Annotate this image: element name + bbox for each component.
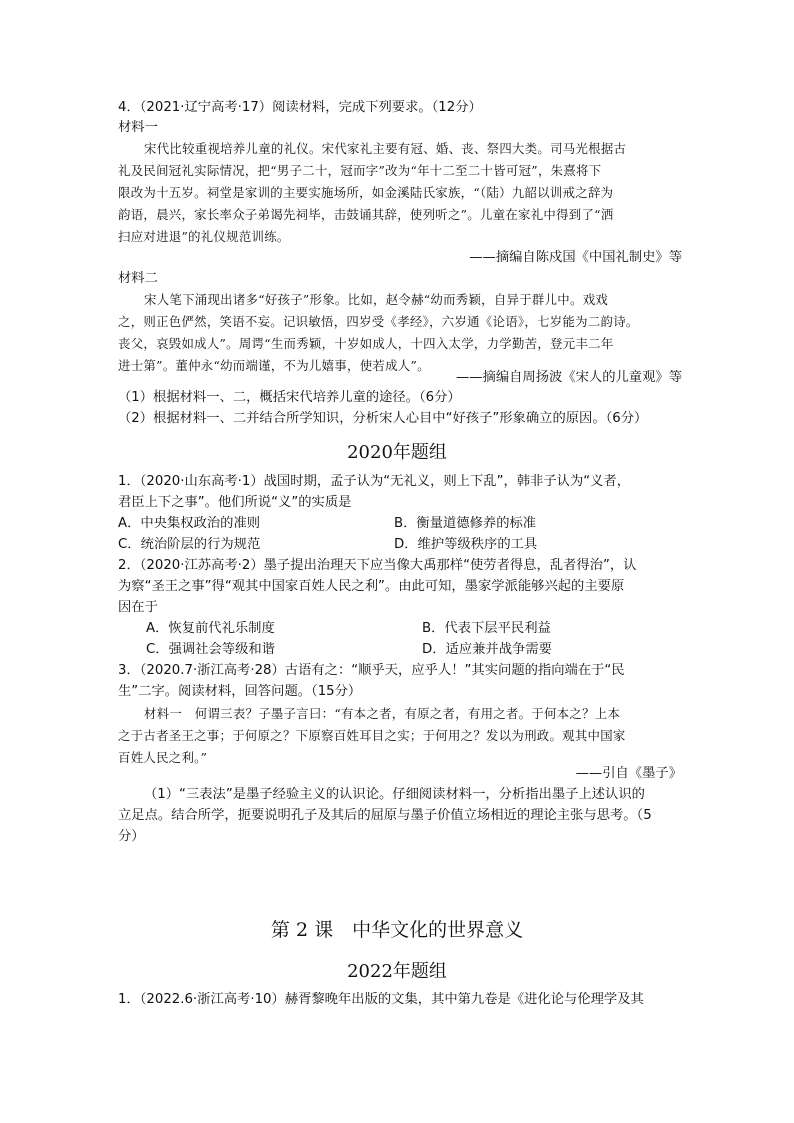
q4-subquestion-2: （2）根据材料一、二并结合所学知识，分析宋人心目中“好孩子”形象确立的原因。（6分） (118, 411, 648, 426)
q4-material1-label: 材料一 (118, 120, 158, 135)
q4-material2-source: ——摘编自周扬波《宋人的儿童观》等 (455, 370, 682, 385)
q4-material2-line: 进士第”。董仲永“幼而端谨，不为儿嬉事，使若成人”。 (118, 358, 430, 373)
q4-material1-source: ——摘编自陈戍国《中国礼制史》等 (469, 250, 682, 265)
q2-2020-option-a: A．恢复前代礼乐制度 (146, 621, 275, 636)
q3-2020-material-line: 之于古者圣王之事；于何原之？下原察百姓耳目之实；于何用之？发以为刑政。观其中国家 (118, 728, 626, 743)
q4-material1-line: 礼及民间冠礼实际情况，把“男子二十，冠而字”改为“年十二至二十皆可冠”，朱熹将下 (118, 163, 602, 178)
q1-2020-option-a: A．中央集权政治的准则 (118, 516, 261, 531)
q2-2020-option-c: C．强调社会等级和谐 (146, 642, 275, 657)
q1-2022-line: 1．（2022.6·浙江高考·10）赫胥黎晚年出版的文集，其中第九卷是《进化论与伦理学及其 (118, 992, 644, 1007)
q2-2020-line: 因在于 (118, 600, 158, 615)
q4-material2-line: 丧父，哀毁如成人”。周谔“生而秀颖，十岁如成人，十四入太学，力学勤苦，登元丰二年 (118, 336, 614, 351)
q4-material1-line: 限改为十五岁。祠堂是家训的主要实施场所，如金溪陆氏家族，“（陆）九韶以训戒之辞为 (118, 185, 614, 200)
q1-2020-line: 君臣上下之事”。他们所说“义”的实质是 (118, 495, 352, 510)
group-2020-heading: 2020年题组 (347, 442, 447, 463)
q4-material1-line: 扫应对进退”的礼仪规范训练。 (118, 229, 290, 244)
q4-stem: 4．（2021·辽宁高考·17）阅读材料，完成下列要求。（12分） (118, 100, 482, 115)
q1-2020-option-b: B．衡量道德修养的标准 (394, 516, 537, 531)
q1-2020-option-d: D．维护等级秩序的工具 (394, 537, 538, 552)
q1-2020-option-c: C．统治阶层的行为规范 (118, 537, 261, 552)
q4-material2-label: 材料二 (118, 271, 158, 286)
q4-material1-line: 宋代比较重视培养儿童的礼仪。宋代家礼主要有冠、婚、丧、祭四大类。司马光根据古 (144, 141, 627, 156)
q2-2020-line: 2．（2020·江苏高考·2）墨子提出治理天下应当像大禹那样“使劳者得息，乱者得治”，认 (118, 558, 637, 573)
q4-subquestion-1: （1）根据材料一、二，概括宋代培养儿童的途径。（6分） (118, 390, 461, 405)
q4-material1-line: 韵语，晨兴，家长率众子弟谒先祠毕，击鼓诵其辞，使列听之”。儿童在家礼中得到了“洒 (118, 207, 614, 222)
q3-2020-line: 3．（2020.7·浙江高考·28）古语有之：“顺乎天，应乎人！”其实问题的指向端在于“民 (118, 663, 625, 678)
q2-2020-line: 为察“圣王之事”得“观其中国家百姓人民之利”。由此可知，墨家学派能够兴起的主要原 (118, 579, 625, 594)
q1-2020-line: 1．（2020·山东高考·1）战国时期，孟子认为“无礼义，则上下乱”，韩非子认为“义者， (118, 474, 631, 489)
q2-2020-option-d: D．适应兼并战争需要 (422, 642, 552, 657)
q3-2020-subquestion-line: 分） (118, 829, 145, 844)
q3-2020-subquestion-line: 立足点。结合所学，扼要说明孔子及其后的屈原与墨子价值立场相近的理论主张与思考。（5 (118, 808, 652, 823)
q3-2020-source: ——引自《墨子》 (575, 766, 682, 781)
q3-2020-material-line: 百姓人民之利。” (118, 750, 208, 765)
q3-2020-line: 生”二字。阅读材料，回答问题。（15分） (118, 684, 362, 699)
group-2022-heading: 2022年题组 (347, 961, 447, 982)
q4-material2-line: 宋人笔下涌现出诸多“好孩子”形象。比如，赵令赫“幼而秀颖，自异于群儿中。戏戏 (144, 292, 609, 307)
lesson-2-title: 第 2 课 中华文化的世界意义 (270, 919, 524, 941)
q3-2020-subquestion-line: （1）“三表法”是墨子经验主义的认识论。仔细阅读材料一，分析指出墨子上述认识的 (144, 787, 645, 802)
q4-material2-line: 之，则正色俨然，笑语不妄。记识敏悟，四岁受《孝经》，六岁通《论语》，七岁能为二韵诗。 (118, 314, 639, 329)
q3-2020-material-line: 材料一 何谓三表？子墨子言曰：“有本之者，有原之者，有用之者。于何本之？上本 (144, 706, 621, 721)
q2-2020-option-b: B．代表下层平民利益 (422, 621, 551, 636)
